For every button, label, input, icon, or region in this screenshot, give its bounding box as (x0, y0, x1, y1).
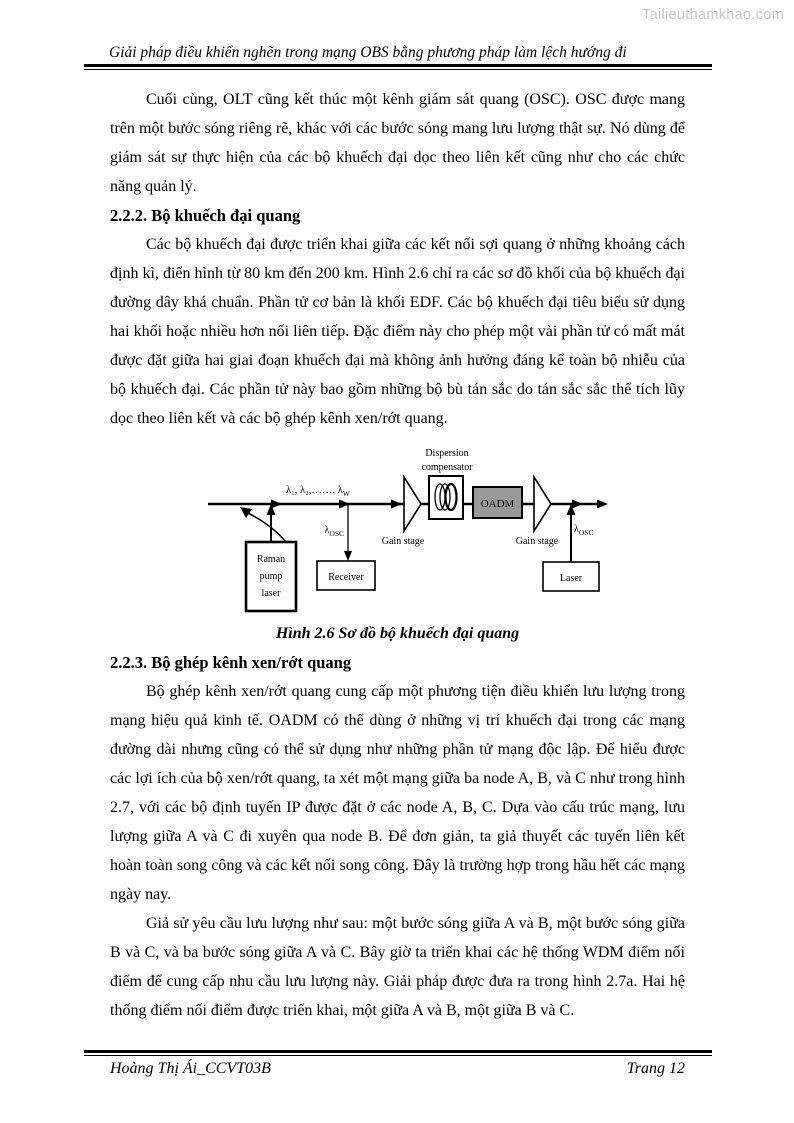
page-footer (84, 1050, 712, 1078)
raman-label-2: pump (259, 571, 283, 582)
osc-drop-arrow-icon (344, 551, 352, 561)
wavelengths-label: λ₁, λ₂,……. $\lambda_W$ (286, 485, 350, 498)
header-rule (84, 64, 712, 70)
raman-label-3: laser (261, 588, 281, 599)
gain-stage-left-label: Gain stage (381, 536, 425, 547)
pump-back-arrow-icon (240, 507, 252, 518)
dispersion-label-2: compensator (421, 462, 473, 473)
footer-author: Hoàng Thị Ái_CCVT03B (110, 1060, 271, 1077)
figure-caption: Hình 2.6 Sơ đồ bộ khuếch đại quang (275, 625, 520, 642)
optical-amplifier-diagram (206, 436, 610, 618)
section-heading-223: 2.2.3. Bộ ghép kênh xen/rớt quang (110, 653, 352, 672)
oadm-label: OADM (480, 498, 515, 510)
laser-label: Laser (559, 573, 583, 584)
lambda-osc-left-label: $\lambda_{OSC}$ (324, 525, 344, 538)
page-header (84, 42, 712, 70)
header-title: Giải pháp điều khiển nghẽn trong mạng OBS bằng phương pháp làm lệch hướng đi (109, 44, 627, 61)
figure-2-6 (110, 436, 685, 619)
flow-arrow-icon (271, 500, 282, 509)
gain-stage-right-triangle (534, 477, 551, 531)
dispersion-label-1: Dispersion (425, 448, 469, 459)
paragraph-osc: Cuối cùng, OLT cũng kết thúc một kênh giám sát quang (OSC). OSC được mang trên một bước sóng riêng rẽ, khác với các bước sóng mang lưu lượng thật sự. Nó dùng để giám sát sự thực hiện của các bộ khuếch đại dọc theo liên kết cũng như cho các chức năng quản lý. (110, 91, 685, 195)
gain-stage-left-triangle (404, 477, 421, 531)
lambda-osc-right-label: $\lambda_{OSC}$ (574, 524, 594, 537)
paragraph-oadm-2: Giả sử yêu cầu lưu lượng như sau: một bước sóng giữa A và B, một bước sóng giữa B và C, và ba bước sóng giữa A và C. Bây giờ ta triển khai các hệ thống WDM điểm nối điểm để cung cấp nhu cầu lưu lượng này. Giải pháp được đưa ra trong hình 2.7a. Hai hệ thống điểm nối điểm được triển khai, một giữa A và B, một giữa B và C. (110, 915, 685, 1019)
gain-stage-right-label: Gain stage (515, 536, 559, 547)
pump-back-arrow (246, 512, 286, 542)
paragraph-amplifier: Các bộ khuếch đại được triển khai giữa các kết nối sợi quang ở những khoảng cách định kì, điển hình từ 80 km đến 200 km. Hình 2.6 chỉ ra các sơ đồ khối của bộ khuếch đại đường dây khá chuẩn. Phần tử cơ bản là khối EDF. Các bộ khuếch đại tiêu biểu sử dụng hai khối hoặc nhiều hơn nối liên tiếp. Đặc điểm này cho phép một vài phần tử có mất mát được đặt giữa hai giai đoạn khuếch đại mà không ảnh hưởng đáng kể toàn bộ nhiễu của bộ khuếch đại. Các phần tử này bao gồm những bộ bù tán sắc do tán sắc sắc thể tích lũy dọc theo liên kết và các bộ ghép kênh xen/rớt quang. (110, 236, 685, 427)
flow-arrow-icon (572, 500, 583, 509)
section-heading-222: 2.2.2. Bộ khuếch đại quang (110, 206, 301, 225)
watermark: Tailieuthamkhao.com (642, 7, 784, 23)
footer-page-number: Trang 12 (626, 1060, 685, 1077)
raman-label-1: Raman (256, 554, 286, 565)
receiver-label: Receiver (328, 572, 364, 583)
paragraph-oadm-1: Bộ ghép kênh xen/rớt quang cung cấp một phương tiện điều khiển lưu lượng trong mạng hiệu quả kinh tế. OADM có thể dùng ở những vị trí khuếch đại trong các mạng đường dài nhưng cũng có thể sử dụng như những phần tử mạng độc lập. Để hiểu được các lợi ích của bộ xen/rớt quang, ta xét một mạng giữa ba node A, B, và C như trong hình 2.7, với các bộ định tuyến IP được đặt ở các node A, B, C. Dựa vào cấu trúc mạng, lưu lượng giữa A và C đi xuyên qua node B. Để đơn giản, ta giả thuyết các tuyến liên kết hoàn toàn song công và các kết nối song công. Đây là trường hợp trong hầu hết các mạng ngày nay. (110, 683, 685, 903)
flow-arrow-icon (391, 500, 402, 509)
output-arrow-icon (597, 500, 608, 509)
page-content (84, 71, 712, 1025)
